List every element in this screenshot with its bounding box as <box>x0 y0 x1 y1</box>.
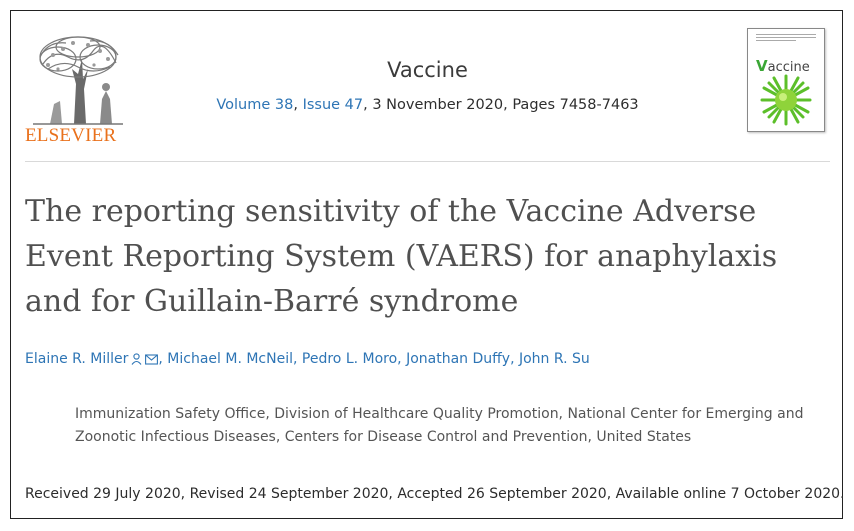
author-link[interactable]: Jonathan Duffy <box>406 351 511 367</box>
person-icon[interactable] <box>131 353 142 365</box>
issue-link[interactable]: Issue 47 <box>302 97 364 113</box>
journal-issue-info <box>11 97 844 113</box>
author-link[interactable]: Michael M. McNeil <box>167 351 293 367</box>
envelope-icon[interactable] <box>145 354 158 365</box>
author-link[interactable]: Elaine R. Miller <box>25 351 129 367</box>
author-link[interactable]: Pedro L. Moro <box>301 351 398 367</box>
virus-illustration-icon <box>760 74 812 126</box>
article-title: The reporting sensitivity of the Vaccine Adverse Event Reporting System (VAERS) for anaphylaxis and for Guillain-Barré syndrome <box>25 194 778 319</box>
author-link[interactable]: John R. Su <box>518 351 590 367</box>
issue-date-pages: , 3 November 2020, Pages 7458-7463 <box>363 97 639 113</box>
elsevier-logo[interactable] <box>25 29 135 149</box>
cover-header-lines <box>756 34 816 43</box>
article-history-dates: Received 29 July 2020, Revised 24 September 2020, Accepted 26 September 2020, Available online 7 October 2020. <box>25 486 845 502</box>
volume-link[interactable]: Volume 38 <box>216 97 294 113</box>
cover-journal-title: Vaccine <box>756 57 810 75</box>
header-divider <box>25 161 830 162</box>
elsevier-wordmark: ELSEVIER <box>25 125 117 146</box>
journal-cover-image[interactable] <box>747 28 825 132</box>
volume-issue-separator: , <box>293 97 303 113</box>
article-header-frame <box>10 10 843 519</box>
author-list: Elaine R. Miller , Michael M. McNeil, Pedro L. Moro, Jonathan Duffy, John R. Su <box>25 351 590 367</box>
journal-title[interactable]: Vaccine <box>387 58 468 82</box>
author-affiliation: Immunization Safety Office, Division of Healthcare Quality Promotion, National Center for Emerging and Zoonotic Infectious Diseases, Centers for Disease Control and Prevention, United States <box>75 406 804 445</box>
